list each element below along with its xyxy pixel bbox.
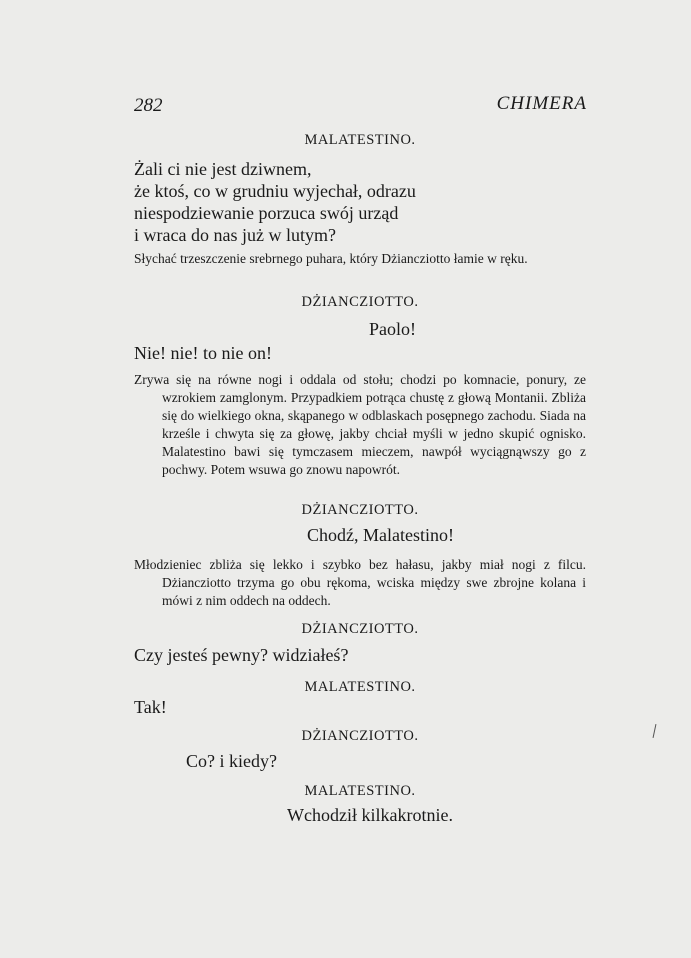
dialogue-line: Tak! [134,697,167,717]
stage-direction: Młodzieniec zbliża się lekko i szybko bez hałasu, jakby miał nogi z filcu. Dżiancziotto trzyma go obu rękoma, wciska między swe zbrojne kolana i mówi z nim oddech na oddech. [134,557,586,608]
dialogue-line: Nie! nie! to nie on! [134,343,272,363]
dialogue-line: niespodziewanie porzuca swój urząd [134,203,399,223]
dialogue-line: Czy jesteś pewny? widziałeś? [134,645,349,665]
speaker-name: DŻIANCZIOTTO. [301,502,419,518]
dialogue-line: Żali ci nie jest dziwnem, [134,159,312,179]
speaker-name: DŻIANCZIOTTO. [301,621,419,637]
running-title: CHIMERA [496,93,587,114]
speaker-name: DŻIANCZIOTTO. [301,294,419,310]
page-number: 282 [134,95,163,116]
stage-direction: Zrywa się na równe nogi i oddala od stołu; chodzi po komnacie, ponury, ze wzrokiem zamglonym. Przypadkiem potrąca chustę z głową Montanii. Zbliża się do wielkiego okna, skąpanego w odblaskach posępnego zachodu. Siada na krześle i chwyta się za głowę, jakby chciał myśli w jedno skupić ognisko. Malatestino bawi się tymczasem mieczem, nawpół wyciągnąwszy go z pochwy. Potem wsuwa go znowu napowrót. [134,372,586,477]
dialogue-line: i wraca do nas już w lutym? [134,225,336,245]
speaker-name: MALATESTINO. [304,783,416,799]
dialogue-line: Co? i kiedy? [186,751,277,771]
dialogue-line: Paolo! [369,319,416,339]
margin-pencil-mark [653,724,657,738]
stage-direction: Słychać trzeszczenie srebrnego puhara, który Dżiancziotto łamie w ręku. [134,251,528,266]
speaker-name: MALATESTINO. [304,679,416,695]
dialogue-line: Chodź, Malatestino! [307,525,454,545]
dialogue-line: że ktoś, co w grudniu wyjechał, odrazu [134,181,416,201]
speaker-name: DŻIANCZIOTTO. [301,728,419,744]
dialogue-line: Wchodził kilkakrotnie. [287,805,453,825]
speaker-name: MALATESTINO. [304,132,416,148]
